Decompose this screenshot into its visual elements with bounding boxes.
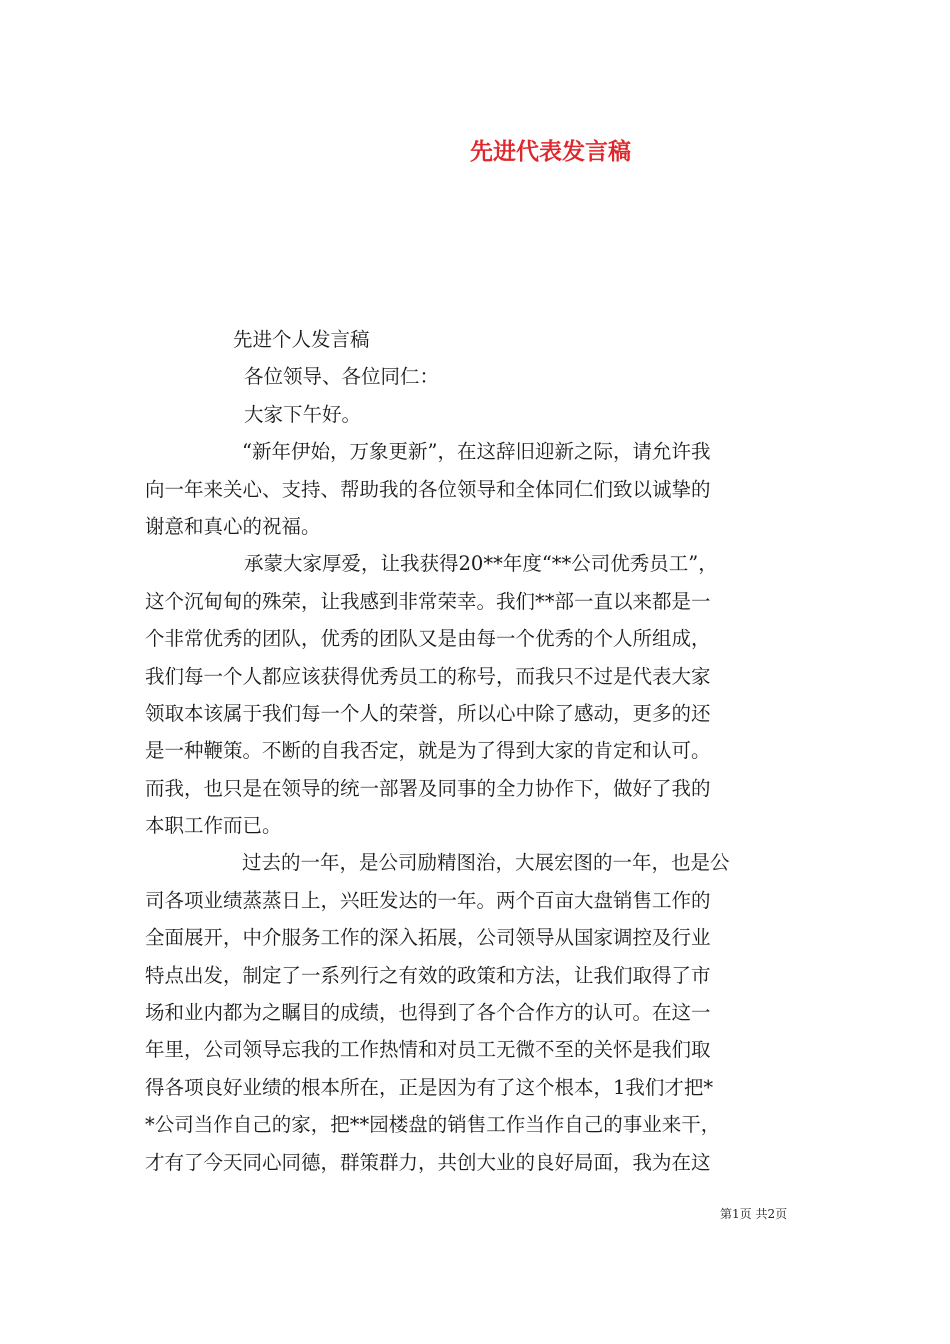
paragraph-line: 我们每一个人都应该获得优秀员工的称号，而我只不过是代表大家	[145, 664, 711, 688]
paragraph-line: 全面展开，中介服务工作的深入拓展，公司领导从国家调控及行业	[145, 926, 711, 950]
document-subtitle: 先进个人发言稿	[233, 328, 370, 351]
paragraph-line: “新年伊始，万象更新”，在这辞旧迎新之际，请允许我	[242, 440, 711, 464]
paragraph-line: 本职工作而已。	[145, 814, 282, 838]
paragraph-line: 领取本该属于我们每一个人的荣誉，所以心中除了感动，更多的还	[145, 701, 711, 725]
paragraph-line: 这个沉甸甸的殊荣，让我感到非常荣幸。我们**部一直以来都是一	[145, 589, 711, 613]
paragraph-line: 年里，公司领导忘我的工作热情和对员工无微不至的关怀是我们取	[145, 1038, 711, 1062]
salutation: 各位领导、各位同仁：	[244, 365, 440, 389]
paragraph-line: 个非常优秀的团队，优秀的团队又是由每一个优秀的个人所组成，	[145, 627, 711, 651]
greeting: 大家下午好。	[244, 402, 362, 426]
paragraph-line: 得各项良好业绩的根本所在，正是因为有了这个根本，1我们才把*	[145, 1075, 714, 1099]
paragraph-line: 是一种鞭策。不断的自我否定，就是为了得到大家的肯定和认可。	[145, 739, 711, 763]
document-title: 先进代表发言稿	[470, 138, 631, 165]
paragraph-line: 向一年来关心、支持、帮助我的各位领导和全体同仁们致以诚挚的	[145, 477, 711, 501]
paragraph-line: 场和业内都为之瞩目的成绩，也得到了各个合作方的认可。在这一	[145, 1001, 711, 1025]
paragraph-line: 特点出发，制定了一系列行之有效的政策和方法，让我们取得了市	[145, 963, 711, 987]
paragraph-line: 过去的一年，是公司励精图治，大展宏图的一年，也是公	[242, 851, 730, 875]
paragraph-line: *公司当作自己的家，把**园楼盘的销售工作当作自己的事业来干，	[145, 1113, 721, 1137]
paragraph-line: 而我，也只是在领导的统一部署及同事的全力协作下，做好了我的	[145, 776, 711, 800]
paragraph-line: 承蒙大家厚爱，让我获得20**年度“**公司优秀员工”，	[244, 552, 718, 576]
page-footer: 第1页 共2页	[720, 1207, 788, 1221]
paragraph-line: 谢意和真心的祝福。	[145, 514, 321, 538]
document-body	[145, 321, 810, 1181]
paragraph-line: 才有了今天同心同德，群策群力，共创大业的良好局面，我为在这	[145, 1150, 711, 1174]
paragraph-line: 司各项业绩蒸蒸日上，兴旺发达的一年。两个百亩大盘销售工作的	[145, 888, 711, 912]
